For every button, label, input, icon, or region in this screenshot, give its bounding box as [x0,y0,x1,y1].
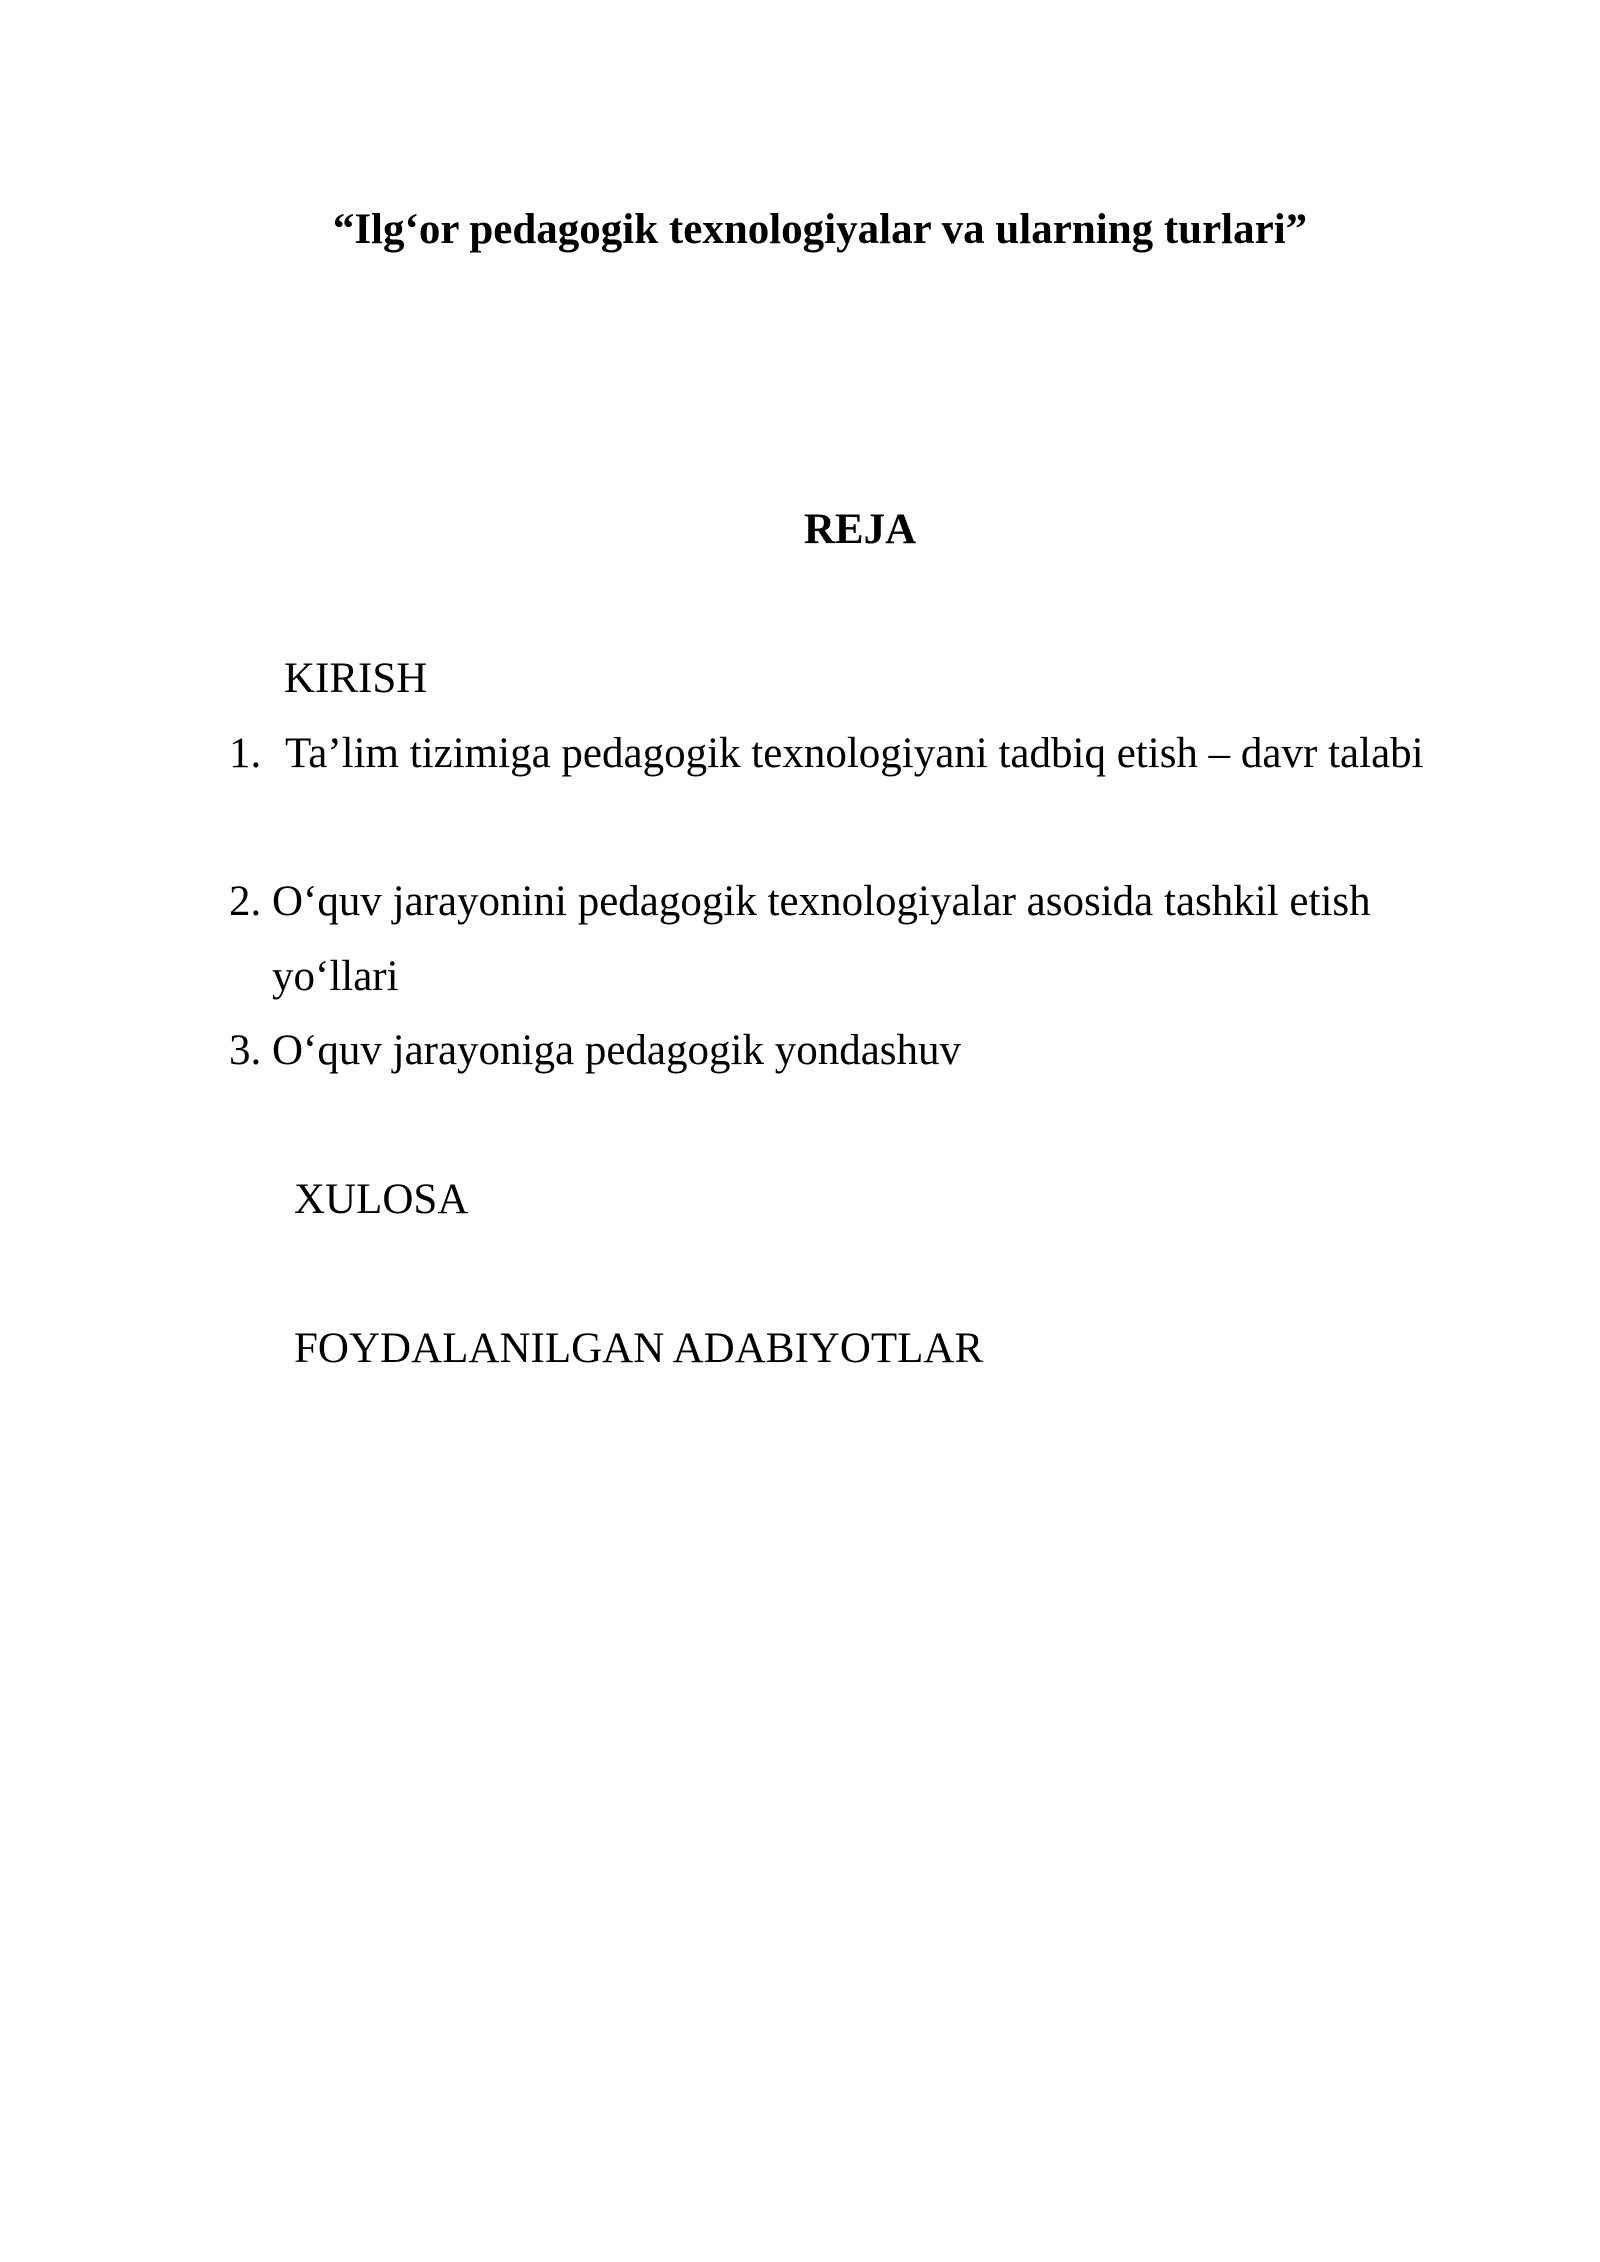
references-heading: FOYDALANILGAN ADABIYOTLAR [294,1325,984,1372]
plan-item-1-text: Ta’lim tizimiga pedagogik texnologiyani tadbiq etish – davr talabi [285,730,1424,777]
plan-item-3-number: 3. [229,1027,262,1074]
plan-item-1 [229,732,1424,775]
plan-item-3 [229,1029,961,1072]
document-title: “Ilg‘or pedagogik texnologiyalar va ularning turlari” [332,206,1308,253]
plan-item-2-number: 2. [229,878,262,925]
intro-heading: KIRISH [284,655,428,702]
conclusion-heading: XULOSA [294,1176,469,1223]
plan-item-3-text: O‘quv jarayoniga pedagogik yondashuv [272,1027,962,1074]
plan-item-2-text-line1: O‘quv jarayonini pedagogik texnologiyalar asosida tashkil etish [272,878,1371,925]
plan-heading: REJA [803,506,917,553]
plan-item-2-continuation: yo‘llari [272,953,399,1000]
plan-item-2 [229,880,1371,923]
plan-item-1-number: 1. [229,730,262,777]
